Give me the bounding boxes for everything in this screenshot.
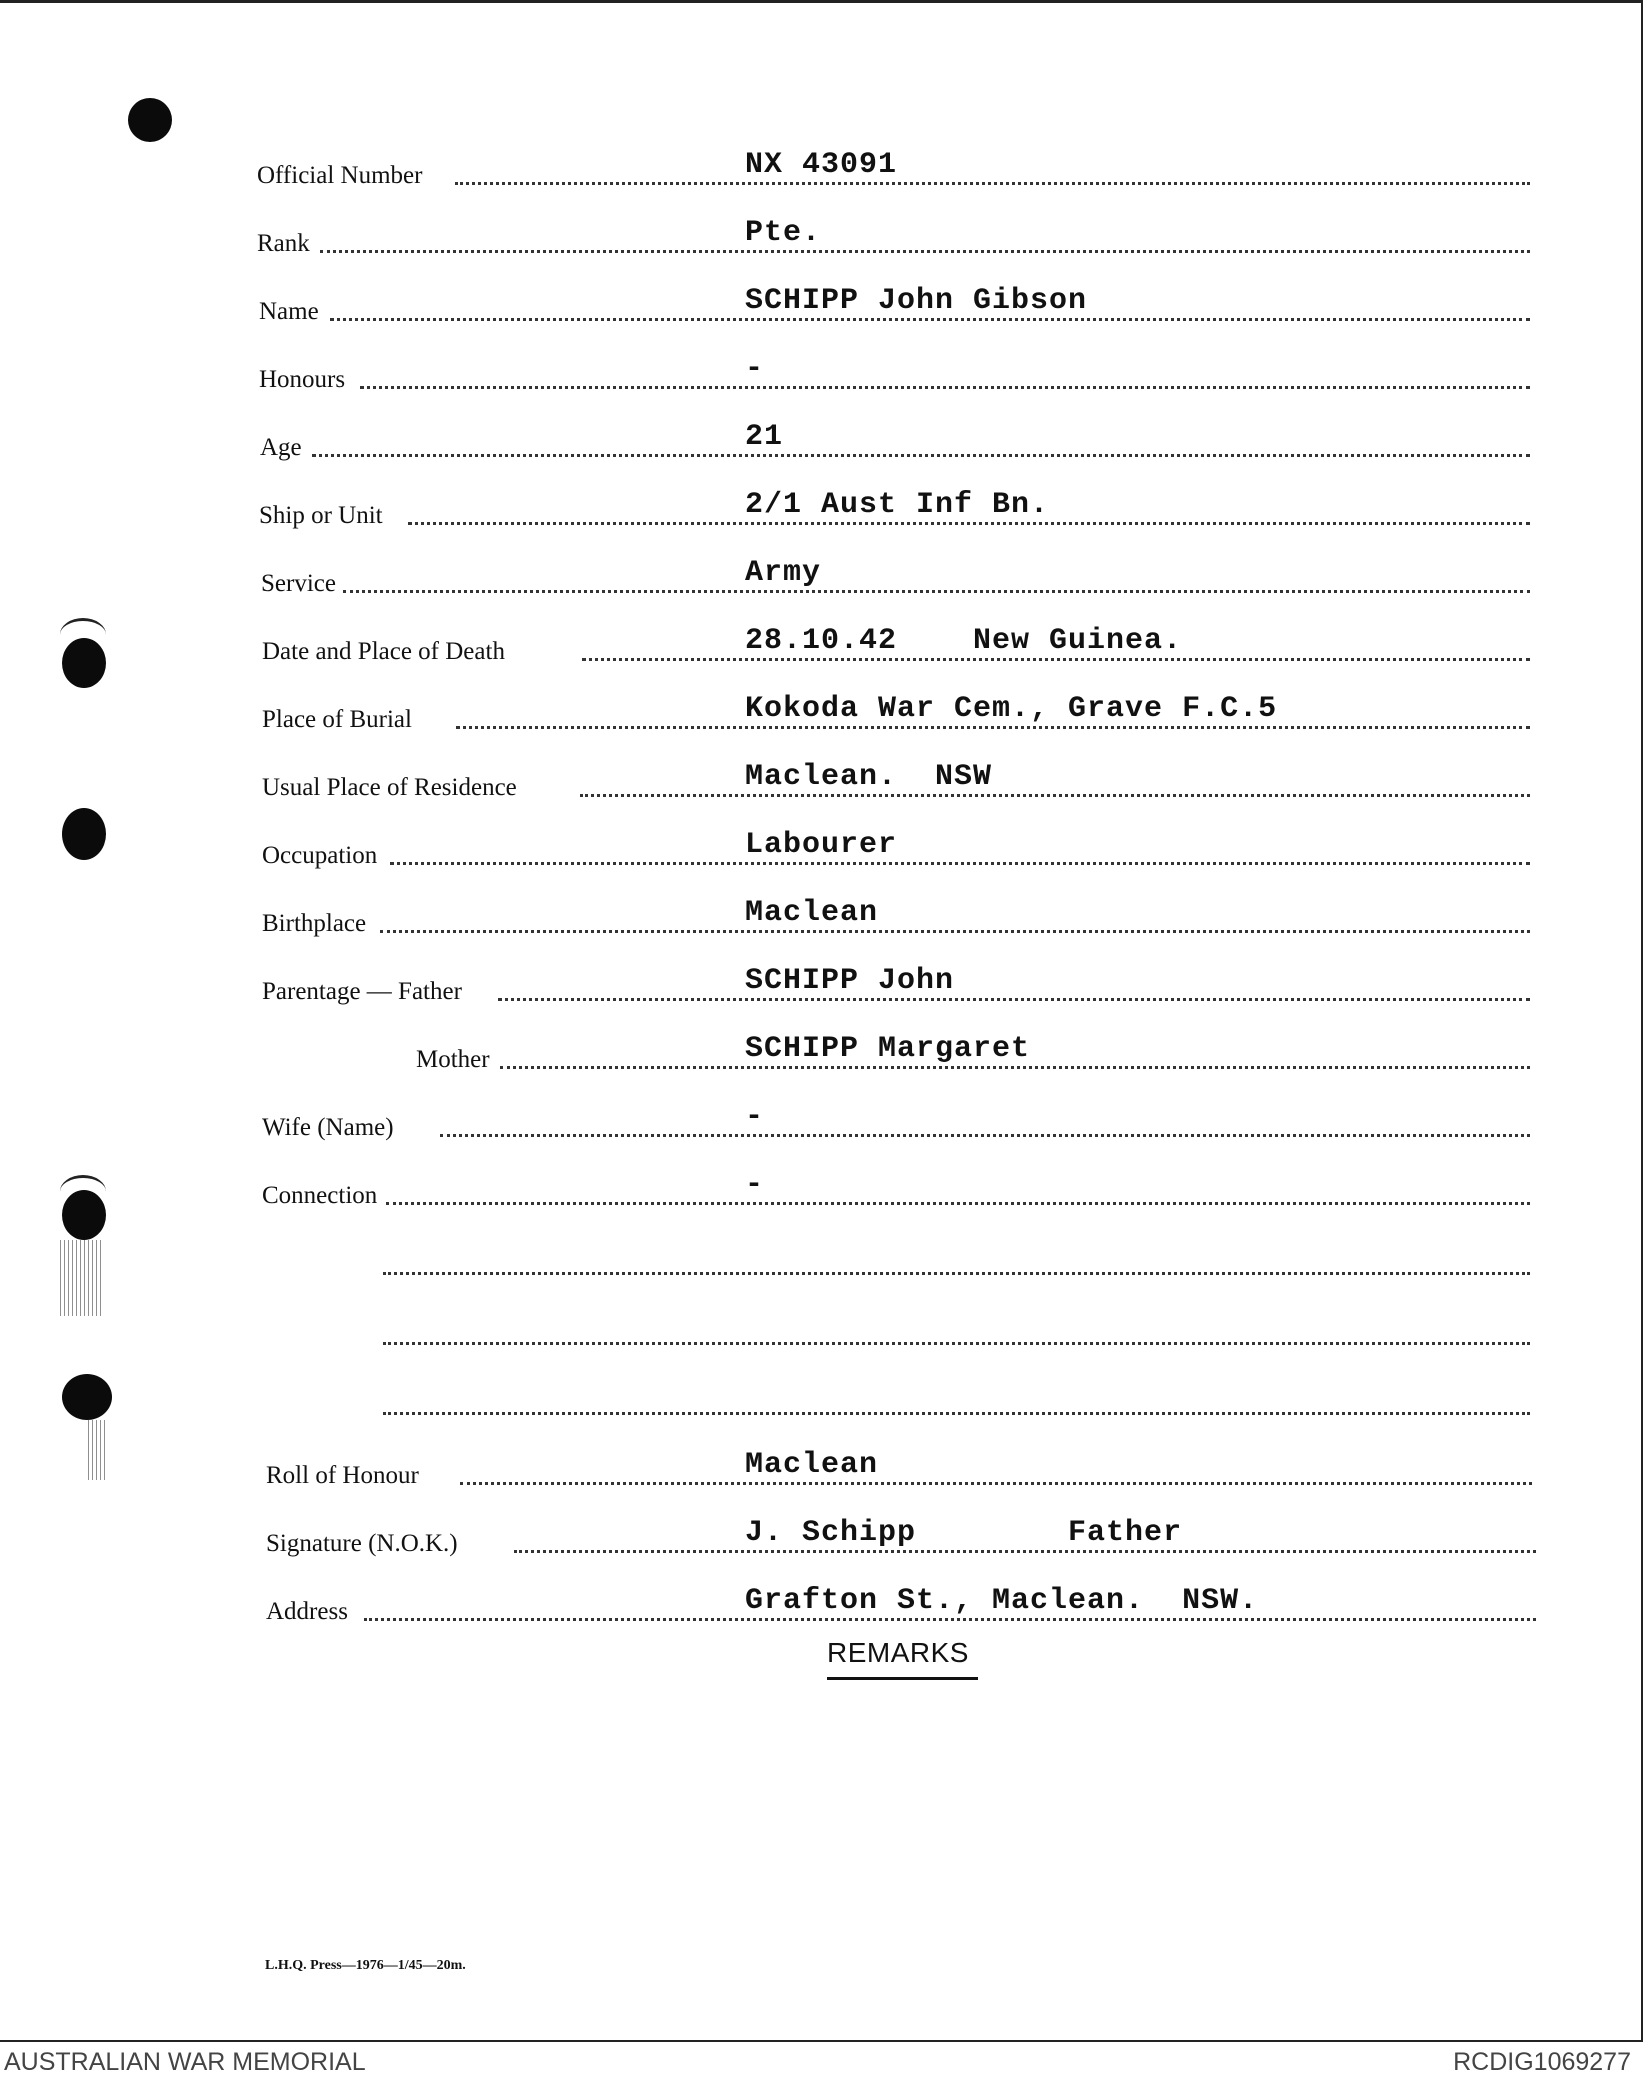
field-value: NX 43091 [745,148,898,182]
punch-hole [62,638,106,688]
field-value: - [745,1100,765,1134]
dotted-line [383,1272,1530,1275]
dotted-line [514,1550,1536,1553]
field-value: 21 [745,420,784,454]
remarks-underline [827,1677,978,1680]
field-label: Parentage — Father [262,978,462,1005]
dotted-line [320,250,1530,253]
field-value: Kokoda War Cem., Grave F.C.5 [745,692,1278,726]
field-label: Signature (N.O.K.) [266,1530,458,1557]
field-value: J. Schipp Father [745,1516,1183,1550]
dotted-line [360,386,1530,389]
field-label: Address [266,1598,348,1625]
dotted-line [383,1412,1530,1415]
field-label: Connection [262,1182,378,1209]
punch-hole-top [128,98,172,142]
field-label: Roll of Honour [266,1462,419,1489]
dotted-line [460,1482,1532,1485]
dotted-line [498,998,1530,1001]
footer-rule [0,2040,1643,2042]
field-label: Date and Place of Death [262,638,505,665]
field-value: Labourer [745,828,898,862]
field-label: Age [260,434,302,461]
dotted-line [390,862,1530,865]
scan-smudge [88,1420,108,1480]
field-value: - [745,1168,765,1202]
field-value: 2/1 Aust Inf Bn. [745,488,1050,522]
field-value: Maclean [745,896,879,930]
dotted-line [456,726,1530,729]
dotted-line [330,318,1530,321]
field-label: Usual Place of Residence [262,774,517,801]
field-label: Place of Burial [262,706,412,733]
field-value: SCHIPP John Gibson [745,284,1088,318]
field-label: Name [259,298,319,325]
punch-hole [62,1374,112,1420]
field-label: Service [261,570,336,597]
punch-hole [62,1190,106,1240]
dotted-line [580,794,1530,797]
printer-imprint: L.H.Q. Press—1976—1/45—20m. [265,1958,466,1973]
field-label: Honours [259,366,346,393]
field-label: Wife (Name) [262,1114,394,1141]
dotted-line [364,1618,1536,1621]
dotted-line [582,658,1530,661]
field-label: Ship or Unit [259,502,383,529]
dotted-line [408,522,1530,525]
field-value: Grafton St., Maclean. NSW. [745,1584,1259,1618]
field-label: Occupation [262,842,378,869]
field-label: Official Number [257,162,423,189]
field-value: 28.10.42 New Guinea. [745,624,1183,658]
dotted-line [500,1066,1530,1069]
field-value: Maclean. NSW [745,760,993,794]
dotted-line [455,182,1530,185]
footer-record-id: RCDIG1069277 [1453,2048,1631,2076]
field-value: - [745,352,765,386]
scan-smudge [60,1240,104,1316]
field-value: SCHIPP John [745,964,955,998]
field-value: Maclean [745,1448,879,1482]
field-value: Pte. [745,216,822,250]
punch-hole [62,808,106,860]
field-value: SCHIPP Margaret [745,1032,1031,1066]
footer-institution: AUSTRALIAN WAR MEMORIAL [4,2048,366,2076]
page-top-edge [0,0,1643,3]
remarks-heading: REMARKS [827,1637,969,1668]
dotted-line [386,1202,1530,1205]
field-label: Mother [416,1046,490,1073]
field-value: Army [745,556,822,590]
dotted-line [343,590,1530,593]
dotted-line [312,454,1530,457]
dotted-line [380,930,1530,933]
field-label: Birthplace [262,910,367,937]
dotted-line [440,1134,1530,1137]
field-label: Rank [257,230,310,257]
dotted-line [383,1342,1530,1345]
